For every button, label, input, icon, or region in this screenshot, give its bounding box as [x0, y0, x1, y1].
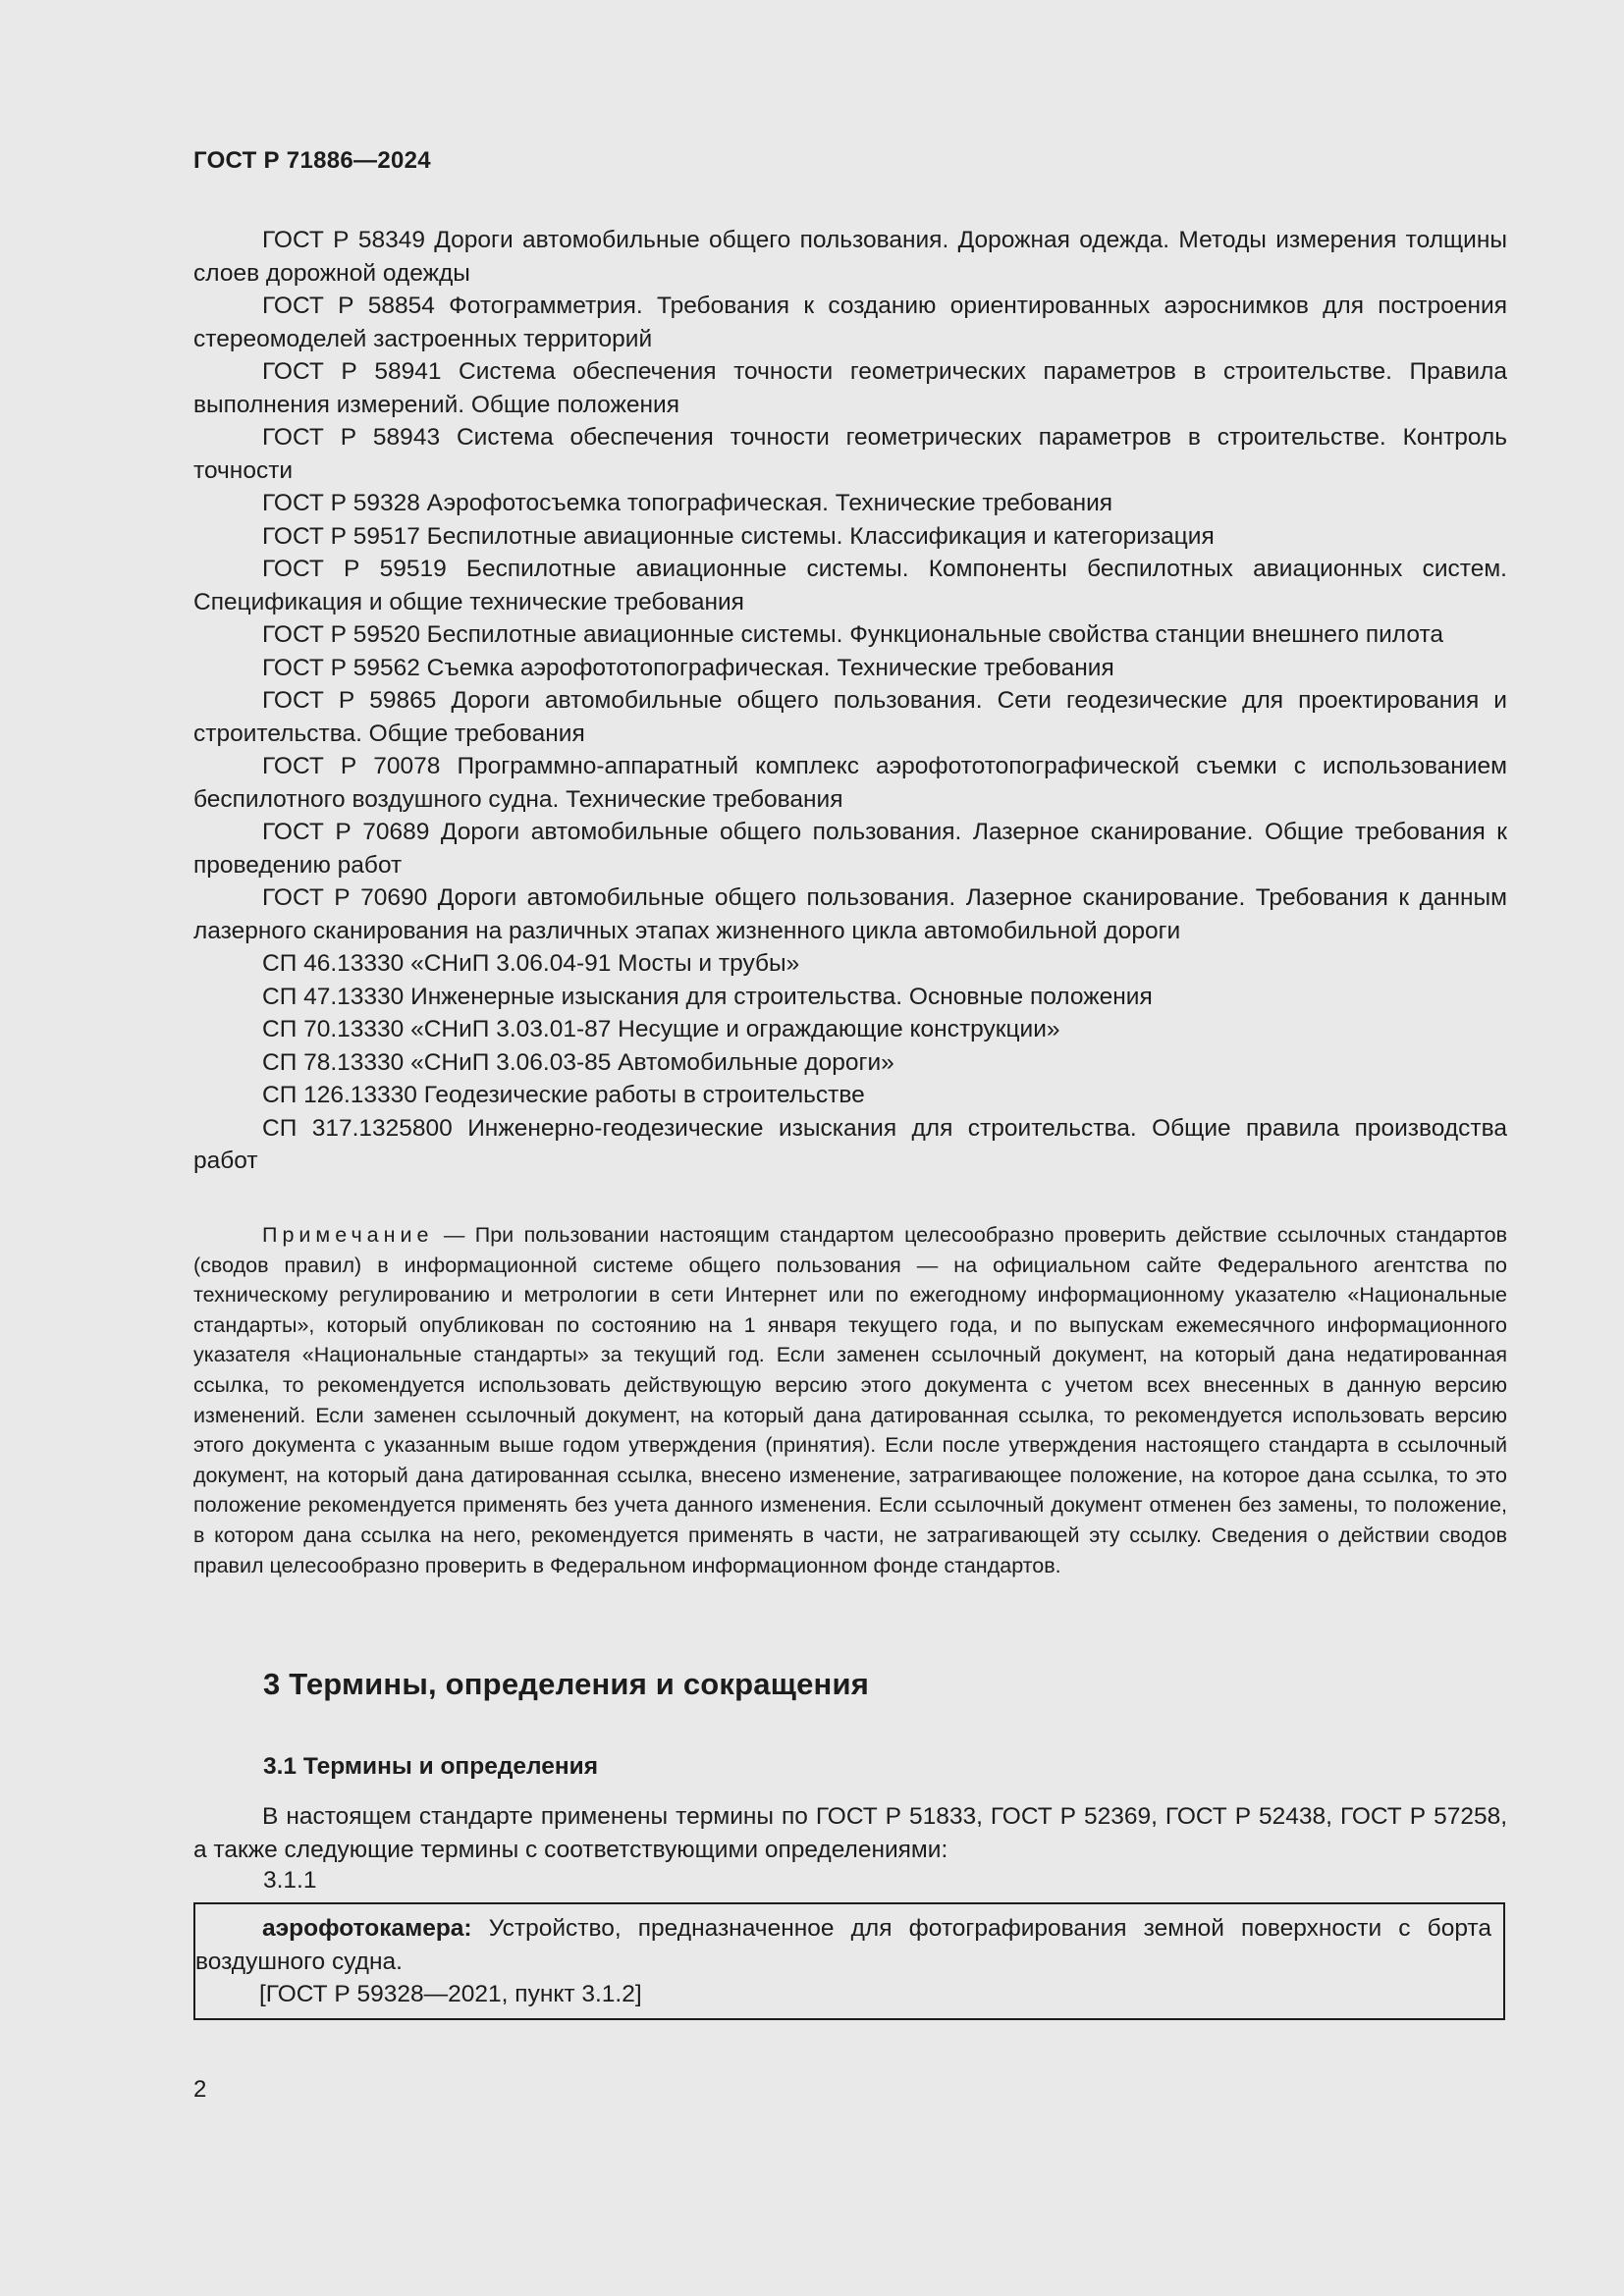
reference-item: ГОСТ Р 59517 Беспилотные авиационные системы. Классификация и категоризация: [262, 522, 1215, 550]
term-word: аэрофотокамера:: [262, 1915, 472, 1942]
reference-item: ГОСТ Р 58943 Система обеспечения точности геометрических параметров в строительстве. Контроль точности: [193, 424, 1507, 484]
reference-item: СП 126.13330 Геодезические работы в строительстве: [262, 1082, 865, 1108]
note-label: Примечание: [262, 1223, 434, 1247]
term-definition-box: [193, 1902, 1505, 2020]
reference-item: ГОСТ Р 70689 Дороги автомобильные общего пользования. Лазерное сканирование. Общие требования к проведению работ: [193, 819, 1507, 879]
intro-paragraph: В настоящем стандарте применены термины по ГОСТ Р 51833, ГОСТ Р 52369, ГОСТ Р 52438, ГОСТ Р 57258, а также следующие термины с соответствующими определениями:: [193, 1803, 1507, 1863]
reference-item: ГОСТ Р 58349 Дороги автомобильные общего пользования. Дорожная одежда. Методы измерения толщины слоев дорожной одежды: [193, 227, 1507, 287]
term-source: [ГОСТ Р 59328—2021, пункт 3.1.2]: [259, 1981, 642, 2007]
reference-item: ГОСТ Р 59519 Беспилотные авиационные системы. Компоненты беспилотных авиационных систем. Спецификация и общие технические требования: [193, 556, 1507, 615]
term-number: 3.1.1: [263, 1867, 317, 1894]
reference-item: ГОСТ Р 58941 Система обеспечения точности геометрических параметров в строительстве. Правила выполнения измерений. Общие положения: [193, 358, 1507, 418]
section-title: 3 Термины, определения и сокращения: [263, 1667, 869, 1701]
reference-item: СП 78.13330 «СНиП 3.06.03-85 Автомобильные дороги»: [262, 1048, 894, 1076]
reference-item: ГОСТ Р 70690 Дороги автомобильные общего пользования. Лазерное сканирование. Требования к данным лазерного сканирования на различных этапах жизненного цикла автомобильной дороги: [193, 884, 1507, 944]
reference-item: ГОСТ Р 59562 Съемка аэрофототопографическая. Технические требования: [262, 654, 1114, 681]
page-number: 2: [193, 2076, 207, 2103]
reference-item: ГОСТ Р 70078 Программно-аппаратный комплекс аэрофототопографической съемки с использованием беспилотного воздушного судна. Технические требования: [193, 753, 1507, 813]
document-code-header: ГОСТ Р 71886—2024: [193, 147, 431, 174]
term-definition-text: Устройство, предназначенное для фотографирования земной поверхности с борта воздушного судна.: [195, 1915, 1491, 1975]
note-text: — При пользовании настоящим стандартом целесообразно проверить действие ссылочных стандартов (сводов правил) в информационной системе общего пользования — на официальном сайте Федерального агентства по техническому регулированию и метрологии в сети Интернет или по ежегодному информационному указателю «Национальные стандарты», который опубликован по состоянию на 1 января текущего года, и по выпускам ежемесячного информационного указателя «Национальные стандарты» за текущий год. Если заменен ссылочный документ, на который дана недатированная ссылка, то рекомендуется использовать действующую версию этого документа с учетом всех внесенных в данную версию изменений. Если заменен ссылочный документ, на который дана датированная ссылка, то рекомендуется использовать версию этого документа с указанным выше годом утверждения (принятия). Если после утверждения настоящего стандарта в ссылочный документ, на который дана датированная ссылка, внесено изменение, затрагивающее положение, на которое дана ссылка, то это положение рекомендуется применять без учета данного изменения. Если ссылочный документ отменен без замены, то положение, в котором дана ссылка на него, рекомендуется применять в части, не затрагивающей эту ссылку. Сведения о действии сводов правил целесообразно проверить в Федеральном информационном фонде стандартов.: [193, 1223, 1507, 1577]
note-paragraph: [193, 1220, 1507, 1580]
normative-references-list: [193, 224, 1507, 1178]
reference-item: ГОСТ Р 59328 Аэрофотосъемка топографическая. Технические требования: [262, 490, 1113, 516]
reference-item: СП 46.13330 «СНиП 3.06.04-91 Мосты и трубы»: [262, 950, 800, 977]
reference-item: ГОСТ Р 59520 Беспилотные авиационные системы. Функциональные свойства станции внешнего пилота: [262, 621, 1444, 648]
term-definition: [195, 1912, 1491, 1978]
reference-item: СП 47.13330 Инженерные изыскания для строительства. Основные положения: [262, 983, 1153, 1010]
reference-item: ГОСТ Р 59865 Дороги автомобильные общего пользования. Сети геодезические для проектирования и строительства. Общие требования: [193, 687, 1507, 747]
reference-item: СП 70.13330 «СНиП 3.03.01-87 Несущие и ограждающие конструкции»: [262, 1016, 1060, 1042]
reference-item: ГОСТ Р 58854 Фотограмметрия. Требования к созданию ориентированных аэроснимков для построения стереомоделей застроенных территорий: [193, 293, 1507, 352]
subsection-title: 3.1 Термины и определения: [263, 1753, 599, 1780]
reference-item: СП 317.1325800 Инженерно-геодезические изыскания для строительства. Общие правила производства работ: [193, 1114, 1507, 1174]
